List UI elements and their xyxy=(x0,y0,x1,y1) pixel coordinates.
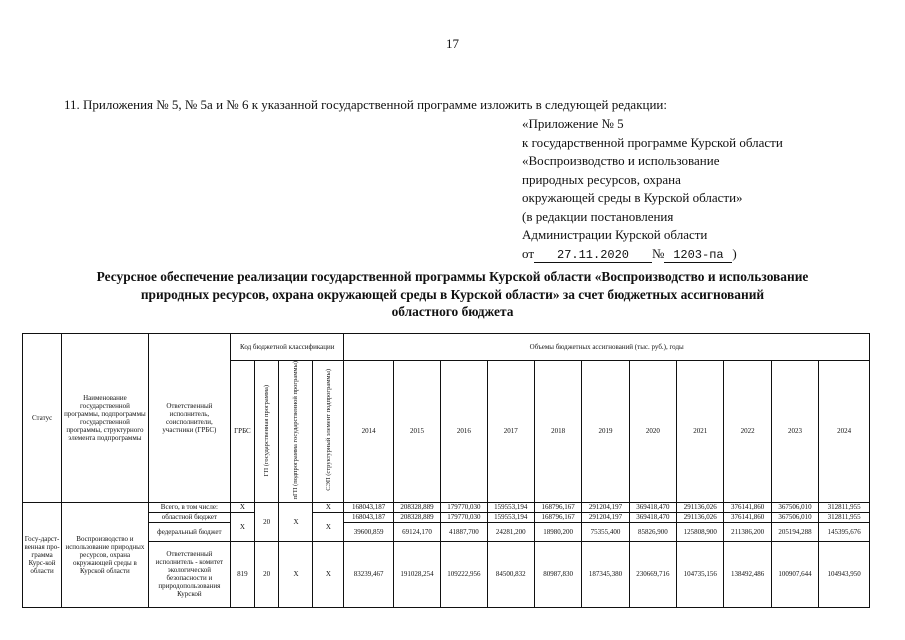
table-row xyxy=(23,512,870,522)
appendix-line: к государственной программе Курской области xyxy=(522,134,783,150)
header-name: Наименование государственной программы, подпрограммы государственной программы, структурного элемента подпрограммы xyxy=(62,334,149,503)
value-cell: 367506,010 xyxy=(771,512,818,522)
sep-cell: Х xyxy=(313,502,344,512)
value-cell: 291136,026 xyxy=(677,512,724,522)
header-gp xyxy=(254,361,279,503)
header-grbs: ГРБС xyxy=(231,361,255,503)
value-cell: 159553,194 xyxy=(487,502,534,512)
value-cell: 75355,400 xyxy=(582,522,629,541)
executor-cell: Всего, в том числе: xyxy=(148,502,230,512)
header-pgp-text: пГП (подпрограмма государственной программы) xyxy=(292,361,300,500)
value-cell: 85826,900 xyxy=(629,522,676,541)
gp-cell: 20 xyxy=(254,541,279,607)
value-cell: 125808,900 xyxy=(677,522,724,541)
executor-cell: Ответственный исполнитель - комитет экологической безопасности и природопользования Курской xyxy=(148,541,230,607)
value-cell: 179770,030 xyxy=(441,502,487,512)
sep-cell: Х xyxy=(313,512,344,541)
appendix-line: окружающей среды в Курской области» xyxy=(522,190,743,205)
appendix-line: «Приложение № 5 xyxy=(522,116,624,131)
grbs-cell: Х xyxy=(231,512,255,541)
table-row xyxy=(23,502,870,512)
header-pgp xyxy=(279,361,313,503)
appendix-block xyxy=(522,115,783,263)
header-year: 2019 xyxy=(582,361,629,503)
table-row xyxy=(23,522,870,541)
grbs-cell: 819 xyxy=(231,541,255,607)
header-sep-text: СЭП (структурный элемент подпрограммы) xyxy=(324,369,332,492)
value-cell: 191028,254 xyxy=(393,541,440,607)
value-cell: 104943,950 xyxy=(819,541,870,607)
value-cell: 208328,889 xyxy=(393,502,440,512)
header-year: 2020 xyxy=(629,361,676,503)
value-cell: 369418,470 xyxy=(629,512,676,522)
value-cell: 104735,156 xyxy=(677,541,724,607)
value-cell: 179770,030 xyxy=(441,512,487,522)
value-cell: 187345,380 xyxy=(582,541,629,607)
header-year: 2018 xyxy=(534,361,581,503)
value-cell: 312811,955 xyxy=(819,512,870,522)
header-status: Статус xyxy=(23,334,62,503)
number-prefix: № xyxy=(652,245,665,261)
value-cell: 376141,860 xyxy=(724,502,771,512)
appendix-line: Администрации Курской области xyxy=(522,227,708,242)
table-row xyxy=(23,541,870,607)
value-cell: 208328,889 xyxy=(393,512,440,522)
date-prefix: от xyxy=(522,245,535,261)
title-line: областного бюджета xyxy=(391,304,514,319)
value-cell: 159553,194 xyxy=(487,512,534,522)
value-cell: 109222,956 xyxy=(441,541,487,607)
resolution-number: 1203-па xyxy=(664,248,732,263)
gp-cell: 20 xyxy=(254,502,279,541)
value-cell: 80987,830 xyxy=(534,541,581,607)
header-volumes: Объемы бюджетных ассигнований (тыс. руб.), годы xyxy=(344,334,870,361)
value-cell: 145395,676 xyxy=(819,522,870,541)
value-cell: 168043,187 xyxy=(344,502,393,512)
value-cell: 138492,486 xyxy=(724,541,771,607)
header-year: 2024 xyxy=(819,361,870,503)
status-cell: Госу-дарст-венная про-грамма Курс-кой области xyxy=(23,502,62,607)
value-cell: 41887,700 xyxy=(441,522,487,541)
value-cell: 100907,644 xyxy=(771,541,818,607)
header-year: 2017 xyxy=(487,361,534,503)
header-year: 2014 xyxy=(344,361,393,503)
value-cell: 18980,200 xyxy=(534,522,581,541)
value-cell: 291204,197 xyxy=(582,502,629,512)
sep-cell: Х xyxy=(313,541,344,607)
appendix-line: природных ресурсов, охрана xyxy=(522,171,681,187)
appendix-line: (в редакции постановления xyxy=(522,208,674,224)
header-gp-text: ГП (государственная программа) xyxy=(263,384,271,476)
title-line: Ресурсное обеспечение реализации государственной программы Курской области «Воспроизводство и использование xyxy=(96,269,809,284)
header-year: 2015 xyxy=(393,361,440,503)
program-name-cell: Воспроизводство и использование природных ресурсов, охрана окружающей среды в Курской области xyxy=(62,502,149,607)
value-cell: 69124,170 xyxy=(393,522,440,541)
header-executor: Ответственный исполнитель, соисполнители, участники (ГРБС) xyxy=(148,334,230,503)
value-cell: 312811,955 xyxy=(819,502,870,512)
closing-paren: ) xyxy=(732,245,737,261)
page-number: 17 xyxy=(446,36,459,51)
value-cell: 205194,288 xyxy=(771,522,818,541)
value-cell: 376141,860 xyxy=(724,512,771,522)
grbs-cell: Х xyxy=(231,502,255,512)
value-cell: 84500,832 xyxy=(487,541,534,607)
value-cell: 211386,200 xyxy=(724,522,771,541)
value-cell: 230669,716 xyxy=(629,541,676,607)
resource-table xyxy=(22,333,870,608)
value-cell: 369418,470 xyxy=(629,502,676,512)
resolution-reference xyxy=(522,245,783,264)
header-year: 2023 xyxy=(771,361,818,503)
pgp-cell: Х xyxy=(279,541,313,607)
value-cell: 291136,026 xyxy=(677,502,724,512)
value-cell: 83239,467 xyxy=(344,541,393,607)
title-line: природных ресурсов, охрана окружающей среды в Курской области» за счет бюджетных ассигнований xyxy=(140,286,765,302)
header-year: 2016 xyxy=(441,361,487,503)
value-cell: 24281,200 xyxy=(487,522,534,541)
header-budget-code: Код бюджетной классификации xyxy=(231,334,344,361)
value-cell: 291204,197 xyxy=(582,512,629,522)
value-cell: 168796,167 xyxy=(534,512,581,522)
executor-cell: областной бюджет xyxy=(148,512,230,522)
header-year: 2022 xyxy=(724,361,771,503)
pgp-cell: Х xyxy=(279,502,313,541)
value-cell: 168043,187 xyxy=(344,512,393,522)
header-year: 2021 xyxy=(677,361,724,503)
value-cell: 39600,859 xyxy=(344,522,393,541)
intro-paragraph: 11. Приложения № 5, № 5а и № 6 к указанной государственной программе изложить в следующей редакции: xyxy=(64,97,667,112)
resolution-date: 27.11.2020 xyxy=(534,248,652,263)
value-cell: 168796,167 xyxy=(534,502,581,512)
value-cell: 367506,010 xyxy=(771,502,818,512)
header-sep xyxy=(313,361,344,503)
executor-cell: федеральный бюджет xyxy=(148,522,230,541)
appendix-line: «Воспроизводство и использование xyxy=(522,153,720,168)
document-title xyxy=(30,268,875,321)
